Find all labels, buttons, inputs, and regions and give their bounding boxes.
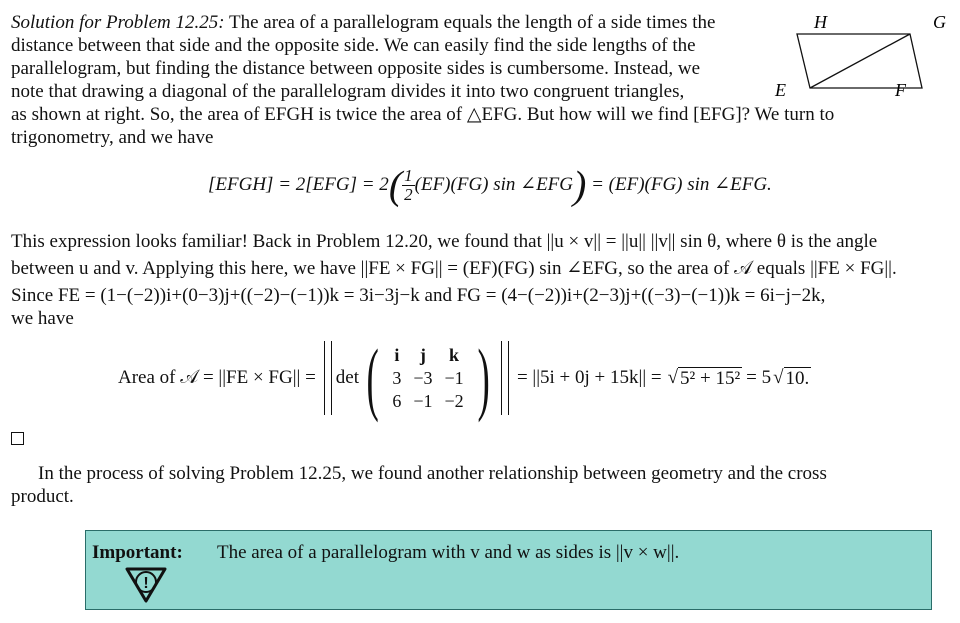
para2-line-3: Since FE = (1−(−2))i+(0−3)j+((−2)−(−1))k = 3i−3j−k and FG = (4−(−2))i+(2−3)j+((−3)−(−1))k = 6i−j−2k, xyxy=(11,285,826,306)
eq2-sqrt-result: 10. xyxy=(785,367,810,389)
eq1-right: = (EF)(FG) sin ∠EFG. xyxy=(591,173,772,195)
eq1-middle: (EF)(FG) sin ∠EFG xyxy=(414,173,574,195)
eq1-frac-num: 1 xyxy=(404,166,413,185)
label-e: E xyxy=(775,80,786,100)
important-label: Important: xyxy=(92,542,183,563)
eq1-open-paren: ( xyxy=(388,162,403,208)
eq2-sqrt-content: 5² + 15² xyxy=(680,367,741,389)
matrix-cell: 6 xyxy=(392,390,402,411)
important-box xyxy=(85,530,932,610)
matrix-row xyxy=(386,367,469,390)
eq2-sqrt-sign: √ xyxy=(667,367,679,388)
equation-area-trig xyxy=(208,162,772,208)
eq2-result: = 5 xyxy=(746,367,772,388)
para2-line-1: This expression looks familiar! Back in Problem 12.20, we found that ||u × v|| = ||u|| ||v|| sin θ, where θ is the angle xyxy=(11,231,878,252)
eq2-matrix-close: ) xyxy=(477,332,490,423)
matrix-row xyxy=(386,390,469,413)
para2-line-2: between u and v. Applying this here, we have ||FE × FG|| = (EF)(FG) sin ∠EFG, so the area of 𝒜 equals ||FE × FG||. xyxy=(11,258,897,279)
matrix-cell: j xyxy=(419,344,426,365)
solution-line-2: distance between that side and the opposite side. We can easily find the side lengths of the xyxy=(11,35,696,56)
solution-line-5: as shown at right. So, the area of EFGH is twice the area of △EFG. But how will we find [EFG]? We turn to xyxy=(11,104,835,125)
matrix-cell: −2 xyxy=(444,390,464,411)
matrix-cell: k xyxy=(449,344,460,365)
solution-line-4: note that drawing a diagonal of the parallelogram divides it into two congruent triangles, xyxy=(11,81,685,102)
matrix-cell: 3 xyxy=(392,367,402,388)
solution-line-1 xyxy=(11,12,771,34)
solution-line-3: parallelogram, but finding the distance between opposite sides is cumbersome. Instead, we xyxy=(11,58,701,79)
matrix-cell: −1 xyxy=(413,390,433,411)
parallelogram-diagram xyxy=(770,10,955,100)
matrix-row xyxy=(386,344,469,367)
eq1-fraction xyxy=(402,167,415,204)
para3-line-1: In the process of solving Problem 12.25, we found another relationship between geometry and the cross xyxy=(38,463,827,484)
solution-line-6: trigonometry, and we have xyxy=(11,127,214,148)
para3-line-2: product. xyxy=(11,486,74,507)
eq1-close-paren: ) xyxy=(573,162,587,208)
warning-glyph: ! xyxy=(143,575,149,592)
eq1-frac-den: 2 xyxy=(404,185,413,204)
solution-text-1: The area of a parallelogram equals the length of a side times the xyxy=(229,12,716,33)
eq2-sqrt-sign-2: √ xyxy=(773,367,784,388)
important-text: The area of a parallelogram with v and w as sides is ||v × w||. xyxy=(217,542,680,563)
eq2-norm-close xyxy=(501,341,509,415)
label-h: H xyxy=(814,12,827,32)
eq2-matrix xyxy=(386,344,469,413)
matrix-cell: −3 xyxy=(413,367,433,388)
eq2-norm-open xyxy=(324,341,332,415)
solution-label: Solution for Problem 12.25: xyxy=(11,12,225,33)
para2-line-4: we have xyxy=(11,308,74,329)
matrix-cell: i xyxy=(394,344,400,365)
matrix-cell: −1 xyxy=(444,367,464,388)
warning-icon xyxy=(124,566,168,604)
eq2-det: det xyxy=(335,367,360,388)
eq1-left: [EFGH] = 2[EFG] = 2 xyxy=(208,173,389,195)
label-f: F xyxy=(895,80,906,100)
eq2-matrix-open: ( xyxy=(366,332,379,423)
eq2-lead: Area of 𝒜 = ||FE × FG|| = xyxy=(118,367,316,388)
label-g: G xyxy=(933,12,946,32)
eq2-after: = ||5i + 0j + 15k|| = xyxy=(516,367,662,388)
equation-determinant xyxy=(118,332,811,423)
qed-square xyxy=(11,432,24,445)
